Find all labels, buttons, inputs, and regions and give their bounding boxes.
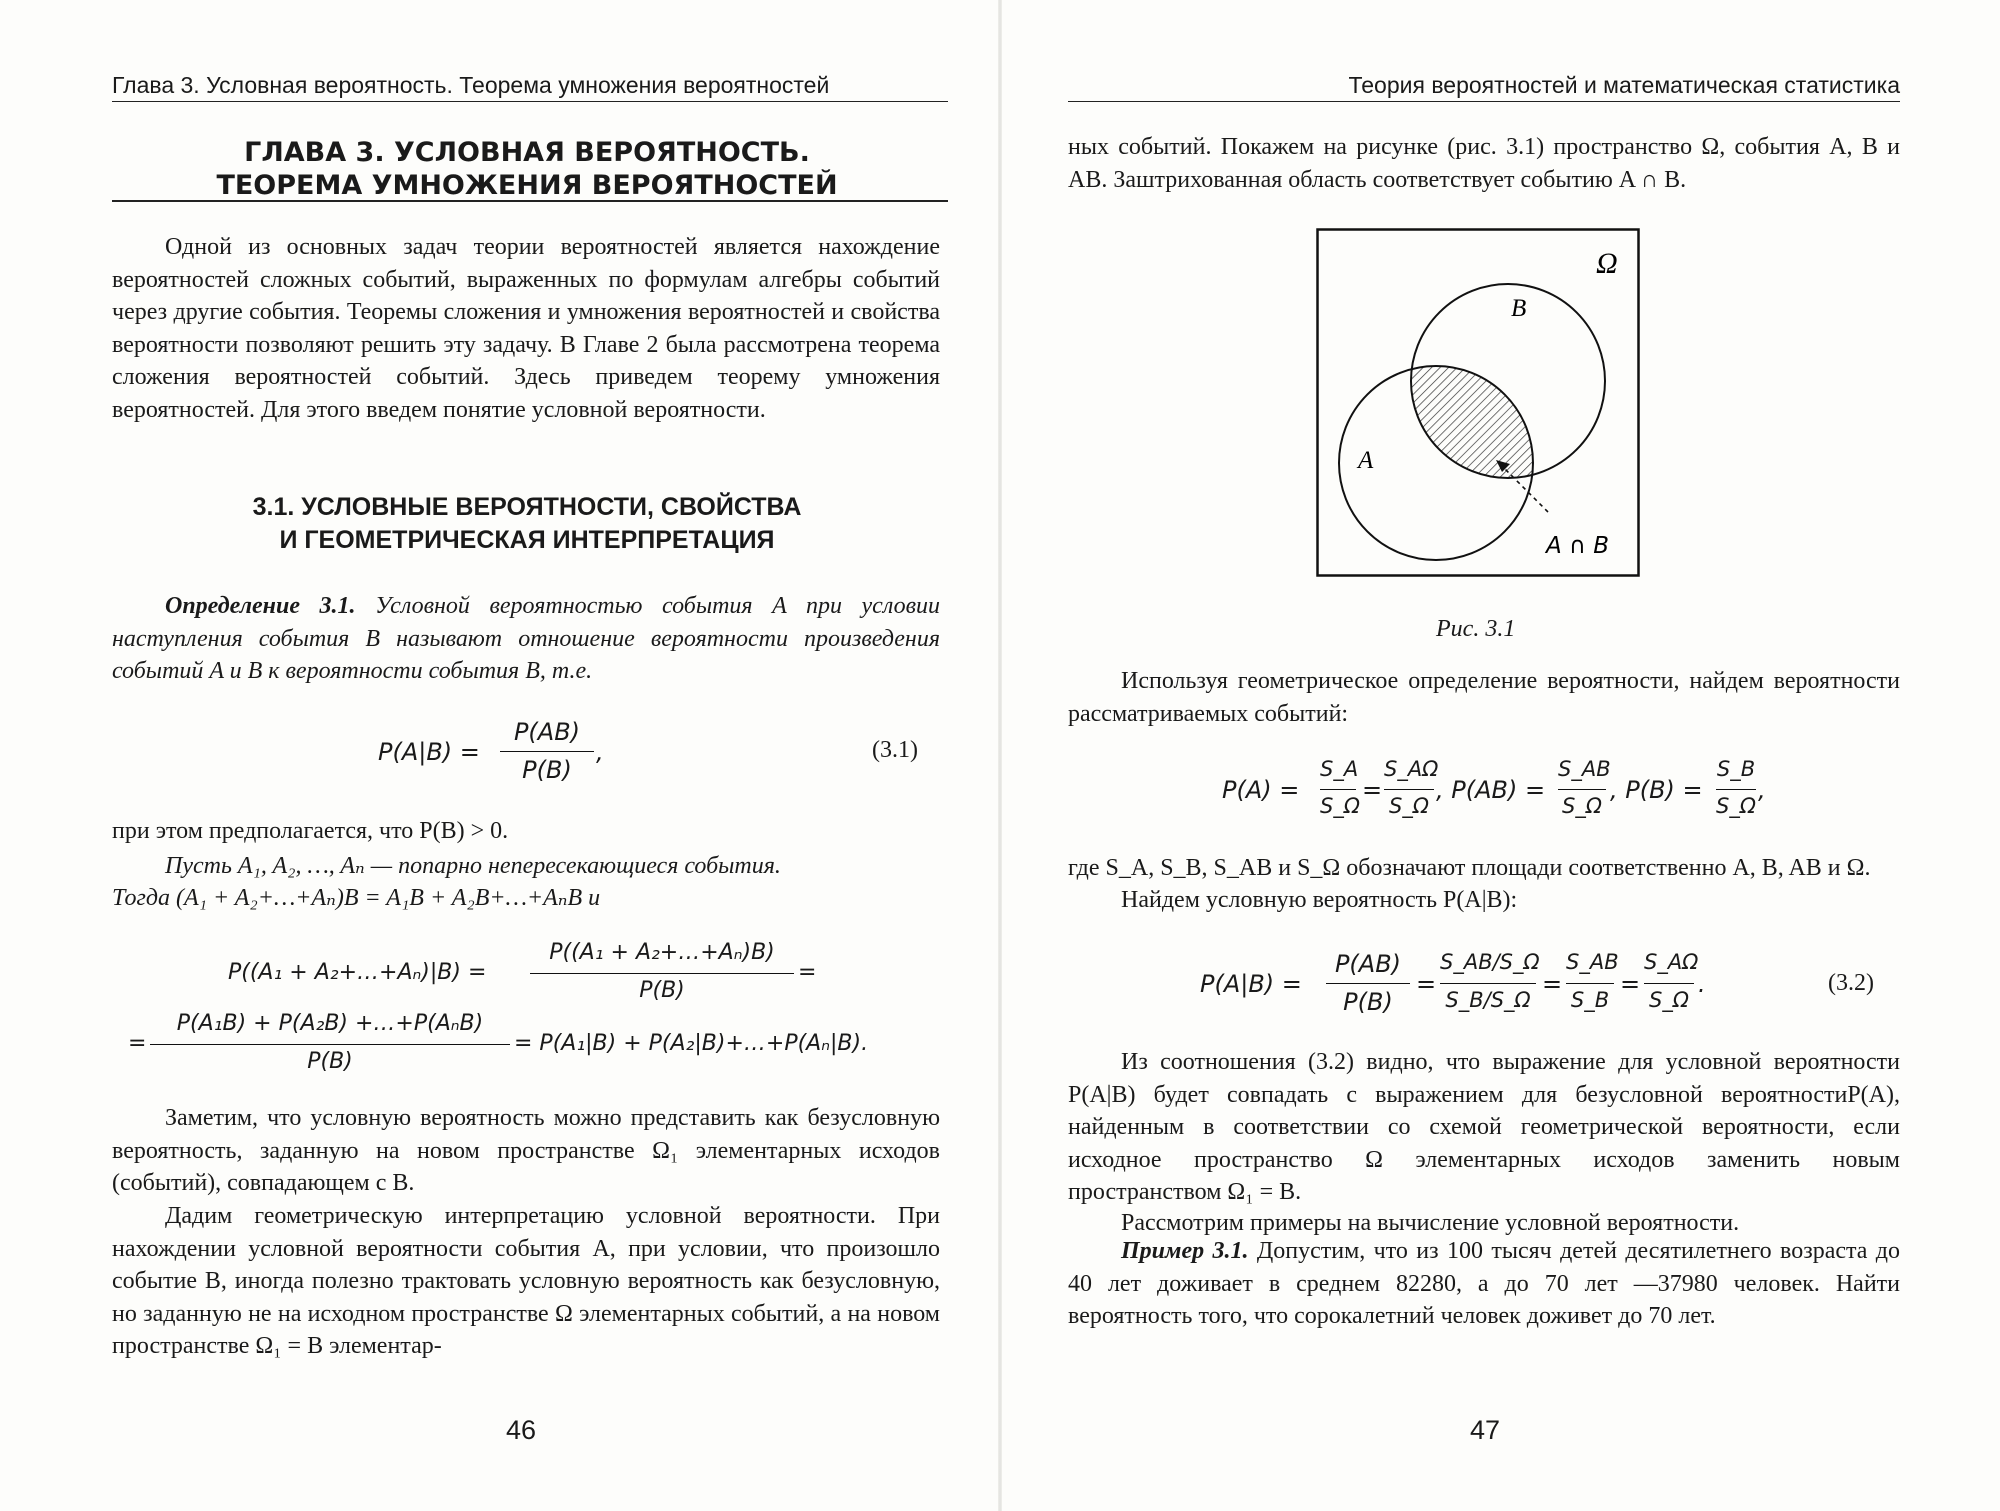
figure-caption: Рис. 3.1 (1436, 616, 1516, 642)
chapter-title-rule (112, 200, 948, 202)
example-text: Допустим, что из 100 тысяч детей десятилетнего возраста до 40 лет доживает в среднем 82280, а до 70 лет —37980 человек. Найти вероятность того, что сорокалетний человек доживет до 70 лет. (1068, 1238, 1901, 1329)
label-a: A (1358, 447, 1374, 474)
omega-label: Ω (1596, 247, 1618, 280)
section-title-line-1: 3.1. УСЛОВНЫЕ ВЕРОЯТНОСТИ, СВОЙСТВА (252, 493, 802, 521)
areas-pab: , P(AB) = (1436, 776, 1546, 804)
formula-3-1-fraction-bar (500, 751, 594, 752)
areas-bar-3 (1558, 789, 1606, 790)
relation-paragraph: Из соотношения (3.2) видно, что выражение для условной вероятности P(A|B) будет совпадать с выражением для безусловной вероятностиP(A), найденным в соответствии со схемой геометрической вероятности, если исходное пространство Ω элементарных исходов заменить новым пространством Ω₁ = B. (1068, 1049, 1900, 1205)
definition-text: Условной вероятностью события A при условии наступления события B называют отношение вероятности произведения событий A и B к вероятности события B, т.е. (112, 593, 940, 684)
definition-paragraph (112, 590, 940, 688)
running-head-rule (112, 101, 948, 102)
intro-paragraph: Одной из основных задач теории вероятностей является нахождение вероятностей сложных событий, выраженных по формулам алгебры событий через другие события. Теоремы сложения и умножения вероятностей и свойства вероятности позволяют решить эту задачу. В Главе 2 была рассмотрена теорема сложения вероятностей событий. Здесь приведем теорему умножения вероятностей. Для этого введем понятие условной вероятности. (112, 234, 940, 423)
continuation-paragraph: ных событий. Покажем на рисунке (рис. 3.1) пространство Ω, события A, B и AB. Заштрихованная область соответствует событию A ∩ B. (1068, 134, 1900, 193)
sum-formula-eq-2: = (128, 1031, 147, 1056)
formula-3-2-bar-4 (1644, 983, 1694, 984)
formula-3-2-num-1: P(AB) (1334, 950, 1402, 978)
venn-diagram (1316, 228, 1640, 577)
areas-sb: S_B (1716, 757, 1756, 781)
example-paragraph (1068, 1235, 1900, 1333)
areas-bar-4 (1716, 789, 1756, 790)
disjoint-line-1: Пусть A₁, A₂, …, Aₙ — попарно непересекающиеся события. (165, 853, 781, 879)
disjoint-line-2: Тогда (A₁ + A₂+…+Aₙ)B = A₁B + A₂B+…+AₙB и (112, 885, 601, 911)
formula-3-2-eq-1: = (1416, 970, 1437, 998)
areas-so-4: S_Ω (1716, 794, 1756, 818)
sum-formula-numerator-2: P(A₁B) + P(A₂B) +…+P(AₙB) (176, 1011, 484, 1036)
chapter-title-line-1: ГЛАВА 3. УСЛОВНАЯ ВЕРОЯТНОСТЬ. (244, 137, 810, 168)
sum-formula-lhs: P((A₁ + A₂+…+Aₙ)|B) = (228, 960, 487, 985)
formula-3-2-num-2: S_AB/S_Ω (1440, 950, 1540, 974)
areas-sab: S_AB (1558, 757, 1611, 781)
sum-formula-eq-1: = (798, 960, 817, 985)
formula-3-2-end: . (1698, 970, 1706, 998)
chapter-title-line-2: ТЕОРЕМА УМНОЖЕНИЯ ВЕРОЯТНОСТЕЙ (216, 170, 838, 201)
sum-formula-bar-2 (150, 1044, 510, 1045)
remark-paragraph: Заметим, что условную вероятность можно представить как безусловную вероятность, заданную на новом пространстве Ω₁ элементарных исходов (событий), совпадающем с B. (112, 1105, 940, 1196)
running-head: Глава 3. Условная вероятность. Теорема умножения вероятностей (112, 72, 830, 98)
label-b: B (1511, 295, 1527, 322)
formula-3-2-eq-2: = (1542, 970, 1563, 998)
consider-line: Рассмотрим примеры на вычисление условной вероятности. (1121, 1210, 1740, 1236)
formula-3-2-lhs: P(A|B) = (1200, 970, 1302, 998)
geom-paragraph: Дадим геометрическую интерпретацию условной вероятности. При нахождении условной вероятности события A, при условии, что произошло событие B, иногда полезно трактовать условную вероятность как безусловную, но заданную не на исходном пространстве Ω элементарных событий, а на новом пространстве Ω₁ = B элементар- (112, 1203, 940, 1359)
formula-3-2-num-4: S_AΩ (1644, 950, 1699, 974)
section-title-line-2: И ГЕОМЕТРИЧЕСКАЯ ИНТЕРПРЕТАЦИЯ (279, 526, 775, 554)
areas-so-2: S_Ω (1389, 794, 1429, 818)
areas-pa: P(A) = (1222, 776, 1300, 804)
formula-3-2-den-3: S_B (1570, 988, 1610, 1012)
areas-eq-1: = (1362, 776, 1383, 804)
label-a-cap-b: A ∩ B (1546, 533, 1609, 559)
formula-3-2-den-1: P(B) (1343, 988, 1393, 1016)
formula-3-2-bar-3 (1566, 983, 1614, 984)
areas-sa: S_A (1320, 757, 1359, 781)
formula-3-2-bar-1 (1326, 983, 1410, 984)
example-label: Пример 3.1. (1121, 1238, 1249, 1264)
page-number: 46 (506, 1415, 537, 1445)
page-number: 47 (1470, 1415, 1501, 1445)
sum-formula-numerator-1: P((A₁ + A₂+…+Aₙ)B) (549, 940, 775, 965)
running-head: Теория вероятностей и математическая статистика (1348, 72, 1900, 98)
find-line: Найдем условную вероятность P(A|B): (1121, 887, 1518, 913)
areas-pb: , P(B) = (1610, 776, 1703, 804)
formula-3-2-number: (3.2) (1828, 970, 1874, 996)
formula-3-2-bar-2 (1440, 983, 1536, 984)
sum-formula-rhs-2: = P(A₁|B) + P(A₂|B)+…+P(Aₙ|B). (514, 1031, 869, 1056)
areas-so-1: S_Ω (1320, 794, 1360, 818)
venn-figure (1316, 228, 1640, 577)
formula-3-2-num-3: S_AB (1566, 950, 1619, 974)
sum-formula-denominator-1: P(B) (639, 978, 685, 1003)
where-line: где S_A, S_B, S_AB и S_Ω обозначают площади соответственно A, B, AB и Ω. (1068, 855, 1871, 881)
sum-formula-denominator-2: P(B) (307, 1049, 353, 1074)
formula-3-2-eq-3: = (1620, 970, 1641, 998)
formula-3-1-lhs: P(A|B) = (378, 738, 480, 766)
formula-3-2-den-2: S_B/S_Ω (1445, 988, 1531, 1012)
section-title (112, 491, 942, 557)
formula-3-1-tail: , (596, 738, 604, 766)
formula-3-2-den-4: S_Ω (1649, 988, 1689, 1012)
formula-3-1-denominator: P(B) (522, 756, 572, 784)
formula-3-1-number: (3.1) (872, 737, 918, 763)
assumption-line: при этом предполагается, что P(B) > 0. (112, 818, 509, 844)
chapter-title (112, 136, 942, 202)
areas-bar-2 (1384, 789, 1434, 790)
running-head-rule (1068, 101, 1900, 102)
areas-so-3: S_Ω (1562, 794, 1602, 818)
geom-def-paragraph: Используя геометрическое определение вероятности, найдем вероятности рассматриваемых событий: (1068, 668, 1900, 727)
areas-bar-1 (1320, 789, 1356, 790)
areas-sao: S_AΩ (1384, 757, 1439, 781)
right-page (1000, 0, 2000, 1511)
definition-label: Определение 3.1. (165, 593, 356, 619)
formula-3-1-numerator: P(AB) (513, 718, 581, 746)
sum-formula-bar-1 (530, 973, 794, 974)
areas-end: , (1758, 776, 1766, 804)
